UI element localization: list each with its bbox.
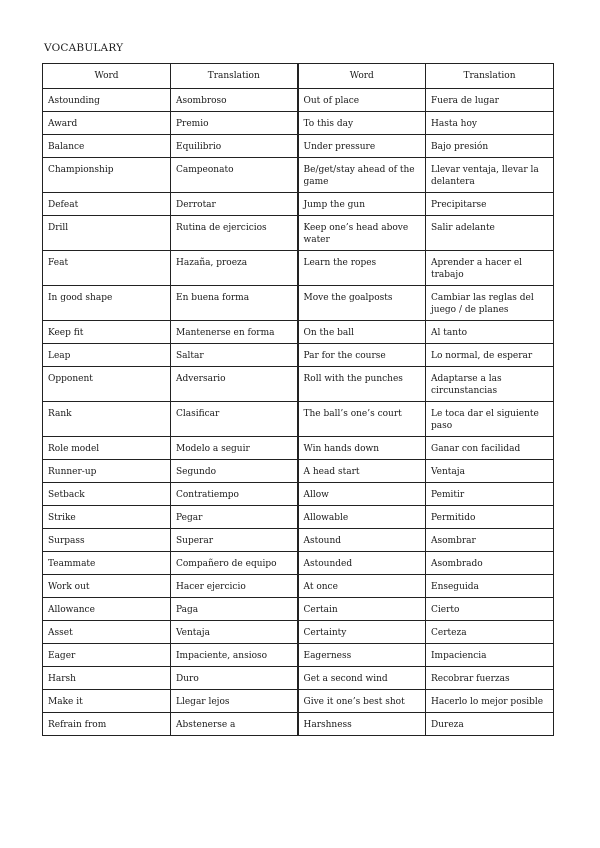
translation-cell: Fuera de lugar xyxy=(426,89,554,112)
table-body xyxy=(43,89,554,736)
translation-cell: Contratiempo xyxy=(171,483,298,506)
table-row xyxy=(43,89,554,112)
word-cell: Runner-up xyxy=(43,460,171,483)
word-cell: Strike xyxy=(43,506,171,529)
word-cell: Setback xyxy=(43,483,171,506)
word-cell: At once xyxy=(298,575,426,598)
word-cell: Leap xyxy=(43,344,171,367)
word-cell: Surpass xyxy=(43,529,171,552)
translation-cell: Ganar con facilidad xyxy=(426,437,554,460)
table-row xyxy=(43,460,554,483)
translation-cell: Cierto xyxy=(426,598,554,621)
translation-cell: Llegar lejos xyxy=(171,690,298,713)
word-cell: Allowance xyxy=(43,598,171,621)
word-cell: Give it one’s best shot xyxy=(298,690,426,713)
translation-cell: Aprender a hacer el trabajo xyxy=(426,251,554,286)
table-row xyxy=(43,112,554,135)
table-row xyxy=(43,344,554,367)
translation-cell: Lo normal, de esperar xyxy=(426,344,554,367)
table-header-row xyxy=(43,64,554,89)
vocabulary-table xyxy=(42,63,554,736)
table-row xyxy=(43,506,554,529)
translation-cell: Derrotar xyxy=(171,193,298,216)
translation-cell: Campeonato xyxy=(171,158,298,193)
word-cell: Move the goalposts xyxy=(298,286,426,321)
table-row xyxy=(43,158,554,193)
table-row xyxy=(43,667,554,690)
table-row xyxy=(43,575,554,598)
word-cell: Opponent xyxy=(43,367,171,402)
column-header-translation: Translation xyxy=(171,64,298,89)
word-cell: Eager xyxy=(43,644,171,667)
translation-cell: Equilibrio xyxy=(171,135,298,158)
word-cell: Allow xyxy=(298,483,426,506)
word-cell: Learn the ropes xyxy=(298,251,426,286)
word-cell: Defeat xyxy=(43,193,171,216)
translation-cell: Impaciencia xyxy=(426,644,554,667)
table-row xyxy=(43,286,554,321)
table-row xyxy=(43,713,554,736)
translation-cell: Recobrar fuerzas xyxy=(426,667,554,690)
word-cell: On the ball xyxy=(298,321,426,344)
translation-cell: Segundo xyxy=(171,460,298,483)
translation-cell: Impaciente, ansioso xyxy=(171,644,298,667)
word-cell: Allowable xyxy=(298,506,426,529)
table-row xyxy=(43,216,554,251)
word-cell: Teammate xyxy=(43,552,171,575)
translation-cell: Adaptarse a las circunstancias xyxy=(426,367,554,402)
word-cell: Win hands down xyxy=(298,437,426,460)
translation-cell: Asombrado xyxy=(426,552,554,575)
translation-cell: Cambiar las reglas del juego / de planes xyxy=(426,286,554,321)
word-cell: Feat xyxy=(43,251,171,286)
table-row xyxy=(43,529,554,552)
translation-cell: Premio xyxy=(171,112,298,135)
translation-cell: Modelo a seguir xyxy=(171,437,298,460)
translation-cell: Abstenerse a xyxy=(171,713,298,736)
word-cell: Rank xyxy=(43,402,171,437)
word-cell: Asset xyxy=(43,621,171,644)
word-cell: Drill xyxy=(43,216,171,251)
word-cell: Harshness xyxy=(298,713,426,736)
translation-cell: Ventaja xyxy=(171,621,298,644)
table-row xyxy=(43,367,554,402)
word-cell: Keep one’s head above water xyxy=(298,216,426,251)
word-cell: Astounding xyxy=(43,89,171,112)
translation-cell: Asombroso xyxy=(171,89,298,112)
table-row xyxy=(43,621,554,644)
table-row xyxy=(43,402,554,437)
word-cell: Make it xyxy=(43,690,171,713)
translation-cell: Pemitir xyxy=(426,483,554,506)
word-cell: Jump the gun xyxy=(298,193,426,216)
translation-cell: Hasta hoy xyxy=(426,112,554,135)
word-cell: A head start xyxy=(298,460,426,483)
word-cell: Certain xyxy=(298,598,426,621)
table-row xyxy=(43,193,554,216)
translation-cell: Paga xyxy=(171,598,298,621)
table-row xyxy=(43,598,554,621)
column-header-word: Word xyxy=(43,64,171,89)
translation-cell: Le toca dar el siguiente paso xyxy=(426,402,554,437)
word-cell: Under pressure xyxy=(298,135,426,158)
table-row xyxy=(43,437,554,460)
word-cell: Balance xyxy=(43,135,171,158)
word-cell: The ball’s one’s court xyxy=(298,402,426,437)
translation-cell: Llevar ventaja, llevar la delantera xyxy=(426,158,554,193)
word-cell: Roll with the punches xyxy=(298,367,426,402)
table-row xyxy=(43,644,554,667)
translation-cell: En buena forma xyxy=(171,286,298,321)
translation-cell: Salir adelante xyxy=(426,216,554,251)
column-header-word: Word xyxy=(298,64,426,89)
word-cell: Keep fit xyxy=(43,321,171,344)
translation-cell: Ventaja xyxy=(426,460,554,483)
word-cell: Work out xyxy=(43,575,171,598)
page-title: VOCABULARY xyxy=(44,42,124,54)
word-cell: Par for the course xyxy=(298,344,426,367)
translation-cell: Hacerlo lo mejor posible xyxy=(426,690,554,713)
table-row xyxy=(43,321,554,344)
translation-cell: Compañero de equipo xyxy=(171,552,298,575)
translation-cell: Hazaña, proeza xyxy=(171,251,298,286)
word-cell: In good shape xyxy=(43,286,171,321)
translation-cell: Mantenerse en forma xyxy=(171,321,298,344)
translation-cell: Precipitarse xyxy=(426,193,554,216)
word-cell: Astounded xyxy=(298,552,426,575)
word-cell: Award xyxy=(43,112,171,135)
word-cell: Out of place xyxy=(298,89,426,112)
translation-cell: Bajo presión xyxy=(426,135,554,158)
translation-cell: Asombrar xyxy=(426,529,554,552)
word-cell: Be/get/stay ahead of the game xyxy=(298,158,426,193)
table-row xyxy=(43,552,554,575)
word-cell: Harsh xyxy=(43,667,171,690)
word-cell: Championship xyxy=(43,158,171,193)
word-cell: To this day xyxy=(298,112,426,135)
table-row xyxy=(43,690,554,713)
table-row xyxy=(43,135,554,158)
table-row xyxy=(43,483,554,506)
translation-cell: Pegar xyxy=(171,506,298,529)
translation-cell: Saltar xyxy=(171,344,298,367)
column-header-translation: Translation xyxy=(426,64,554,89)
word-cell: Refrain from xyxy=(43,713,171,736)
translation-cell: Clasificar xyxy=(171,402,298,437)
translation-cell: Adversario xyxy=(171,367,298,402)
translation-cell: Rutina de ejercicios xyxy=(171,216,298,251)
translation-cell: Superar xyxy=(171,529,298,552)
translation-cell: Al tanto xyxy=(426,321,554,344)
table-row xyxy=(43,251,554,286)
word-cell: Get a second wind xyxy=(298,667,426,690)
translation-cell: Duro xyxy=(171,667,298,690)
translation-cell: Hacer ejercicio xyxy=(171,575,298,598)
word-cell: Eagerness xyxy=(298,644,426,667)
translation-cell: Permitido xyxy=(426,506,554,529)
translation-cell: Dureza xyxy=(426,713,554,736)
word-cell: Role model xyxy=(43,437,171,460)
word-cell: Astound xyxy=(298,529,426,552)
translation-cell: Enseguida xyxy=(426,575,554,598)
word-cell: Certainty xyxy=(298,621,426,644)
translation-cell: Certeza xyxy=(426,621,554,644)
